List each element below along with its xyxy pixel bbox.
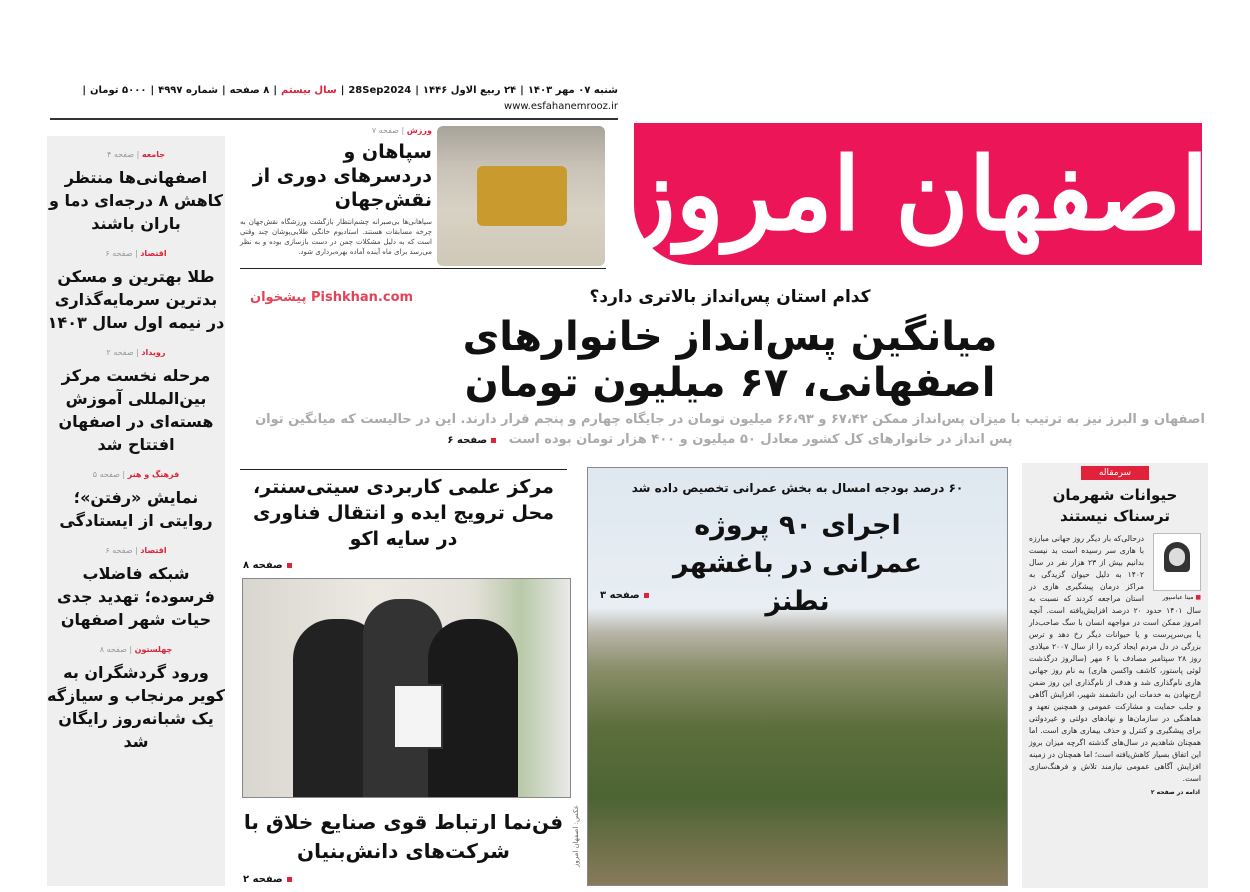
sports-story: ورزش | صفحه ۷ سپاهان و دردسرهای دوری از نقش‌جهان سپاهانی‌ها بی‌صبرانه چشم‌انتظار بازگشت ورزشگاه نقش‌جهان به چرخه مسابقات هستند. استادیوم خانگی طلایی‌پوشان چند وقتی است که به دلیل مشکلات چمن در دست بازسازی بوده و به نظر می‌رسد برای ماه آینده آماده بهره‌برداری شود. [240, 126, 432, 256]
gregorian-date: 28Sep2024 [348, 85, 412, 96]
date: شنبه ۰۷ مهر ۱۴۰۳ [527, 85, 618, 96]
editorial-body: درحالی‌که بار دیگر روز جهانی مبارزه با هاری سر رسیده است بد نیست بدانیم بیش از ۲۳ هزار نفر در سال ۱۴۰۲ به دلیل حیوان گزیدگی به مراکز درمان پیشگیری هاری در استان مراجعه کردند که نسبت به سال ۱۴۰۱ حدود ۲۰ درصد افزایش‌یافته است. آنچه امروز ممکن است در مواجهه انسان با سگ صاحب‌دار یا بی‌سرپرست و یا حیوانات دیگر رخ دهد و ترس بزرگی در دل مردم ایجاد کرده را از سال ۲۰۰۷ میلادی روز ۲۸ سپتامبر مصادف با ۶ مهر (سالروز درگذشت لوئی پاستور، کاشف واکسن هاری) به نام روز جهانی هاری نام‌گذاری شد و هدف از نام‌گذاری این روز ضمن ارج‌نهادن به خدمات این دانشمند شهیر، افزایش آگاهی و جلب حمایت و مشارکت عمومی و همچنین تعهد و هماهنگی در سازمان‌ها و نهادهای دولتی و غیردولتی برای پیشگیری و کنترل و حذف بیماری هاری است. اما همچنان شاهدیم در سال‌های گذشته اگرچه میزان بروز این اتفاق بسیار کاهش‌یافته است؛ اما همچنان در زمینه افزایش آگاهی عمومی نیازمند تلاش و فرهنگ‌سازی است. [1029, 534, 1202, 783]
science-page-ref[interactable]: صفحه ۸ [243, 560, 292, 571]
price: ۵۰۰۰ تومان [90, 85, 147, 96]
brief-item[interactable]: اقتصاد | صفحه ۶ شبکه فاضلاب فرسوده؛ تهدید جدی حیات شهر اصفهان [57, 546, 215, 629]
watermark: پیشخوان Pishkhan.com [250, 290, 414, 305]
year: سال بیستم [281, 85, 337, 96]
issue-number: شماره ۴۹۹۷ [158, 85, 218, 96]
brief-item[interactable]: فرهنگ و هنر | صفحه ۵ نمایش «رفتن»؛ روایتی از ایستادگی [59, 470, 213, 530]
main-kicker: کدام استان پس‌انداز بالاتری دارد؟ [589, 287, 871, 307]
natanz-page-ref[interactable]: صفحه ۳ [600, 590, 649, 601]
editorial-label: سرمقاله [1081, 466, 1149, 480]
brief-item[interactable]: رویداد | صفحه ۲ مرحله نخست مرکز بین‌المللی آموزش هسته‌ای در اصفهان افتتاح شد [58, 348, 214, 454]
page-count: ۸ صفحه [229, 85, 270, 96]
brief-item[interactable]: چهلستون | صفحه ۸ ورود گردشگران به کویر مرنجاب و سیازگه یک شبانه‌روز رایگان شد [47, 645, 225, 751]
fannama-headline[interactable]: فن‌نما ارتباط قوی صنایع خلاق با شرکت‌های دانش‌بنیان [243, 810, 564, 863]
author-block [1149, 533, 1201, 602]
ceremony-photo [242, 578, 571, 798]
natanz-story: ۶۰ درصد بودجه امسال به بخش عمرانی تخصیص داده شد اجرای ۹۰ پروژه عمرانی در باغشهر نطنز [590, 480, 1005, 621]
photo-credit: عکس: اصفهان امروز [572, 805, 580, 868]
website-link[interactable]: www.esfahanemrooz.ir [504, 101, 618, 112]
main-story [240, 286, 1220, 451]
divider [240, 268, 606, 269]
brief-item[interactable]: جامعه | صفحه ۴ اصفهانی‌ها منتظر کاهش ۸ درجه‌ای دما و باران باشند [49, 150, 223, 233]
main-headline[interactable]: میانگین پس‌انداز خانوارهای اصفهانی، ۶۷ میلیون تومان [462, 314, 998, 406]
continued-ref[interactable]: ادامه در صفحه ۲ [1150, 789, 1200, 796]
science-headline[interactable]: مرکز علمی کاربردی سیتی‌سنتر، محل ترویج ایده و انتقال فناوری در سایه اکو [253, 476, 554, 550]
sports-photo-grader [437, 126, 605, 266]
author-photo [1153, 533, 1201, 591]
divider [240, 469, 567, 470]
sports-headline[interactable]: سپاهان و دردسرهای دوری از نقش‌جهان [252, 141, 432, 211]
main-page-ref[interactable]: صفحه ۶ [447, 435, 496, 446]
editorial-headline[interactable]: حیوانات شهرمان ترسناک نیستند [1052, 486, 1178, 525]
sidebar-briefs [47, 136, 225, 886]
main-lead: اصفهان و البرز نیز به ترتیب با میزان پس‌انداز ممکن ۶۷،۴۲ و ۶۶،۹۳ میلیون تومان در جایگاه چهارم و پنجم قرار دارند. این در حالیست که میانگین توان پس انداز در خانوارهای کل کشور معادل ۵۰ میلیون و ۴۰۰ هزار تومان بوده است [255, 412, 1205, 447]
editorial [1022, 463, 1208, 888]
author-name: ■ مینا عباسپور [1162, 594, 1201, 601]
masthead-logo: اصفهان امروز [634, 123, 1202, 265]
fannama-page-ref[interactable]: صفحه ۲ [243, 874, 292, 885]
brief-item[interactable]: اقتصاد | صفحه ۶ طلا بهترین و مسکن بدترین سرمایه‌گذاری در نیمه اول سال ۱۴۰۳ [47, 249, 225, 332]
natanz-headline[interactable]: اجرای ۹۰ پروژه عمرانی در باغشهر نطنز [672, 510, 923, 617]
issue-info-bar: شنبه ۰۷ مهر ۱۴۰۳ | ۲۴ ربیع الاول ۱۴۴۶ | 28Sep2024 | سال بیستم | ۸ صفحه | شماره ۴۹۹۷ | ۵۰۰۰ تومان | www.esfahanemrooz.ir [50, 84, 618, 120]
hijri-date: ۲۴ ربیع الاول ۱۴۴۶ [422, 85, 517, 96]
